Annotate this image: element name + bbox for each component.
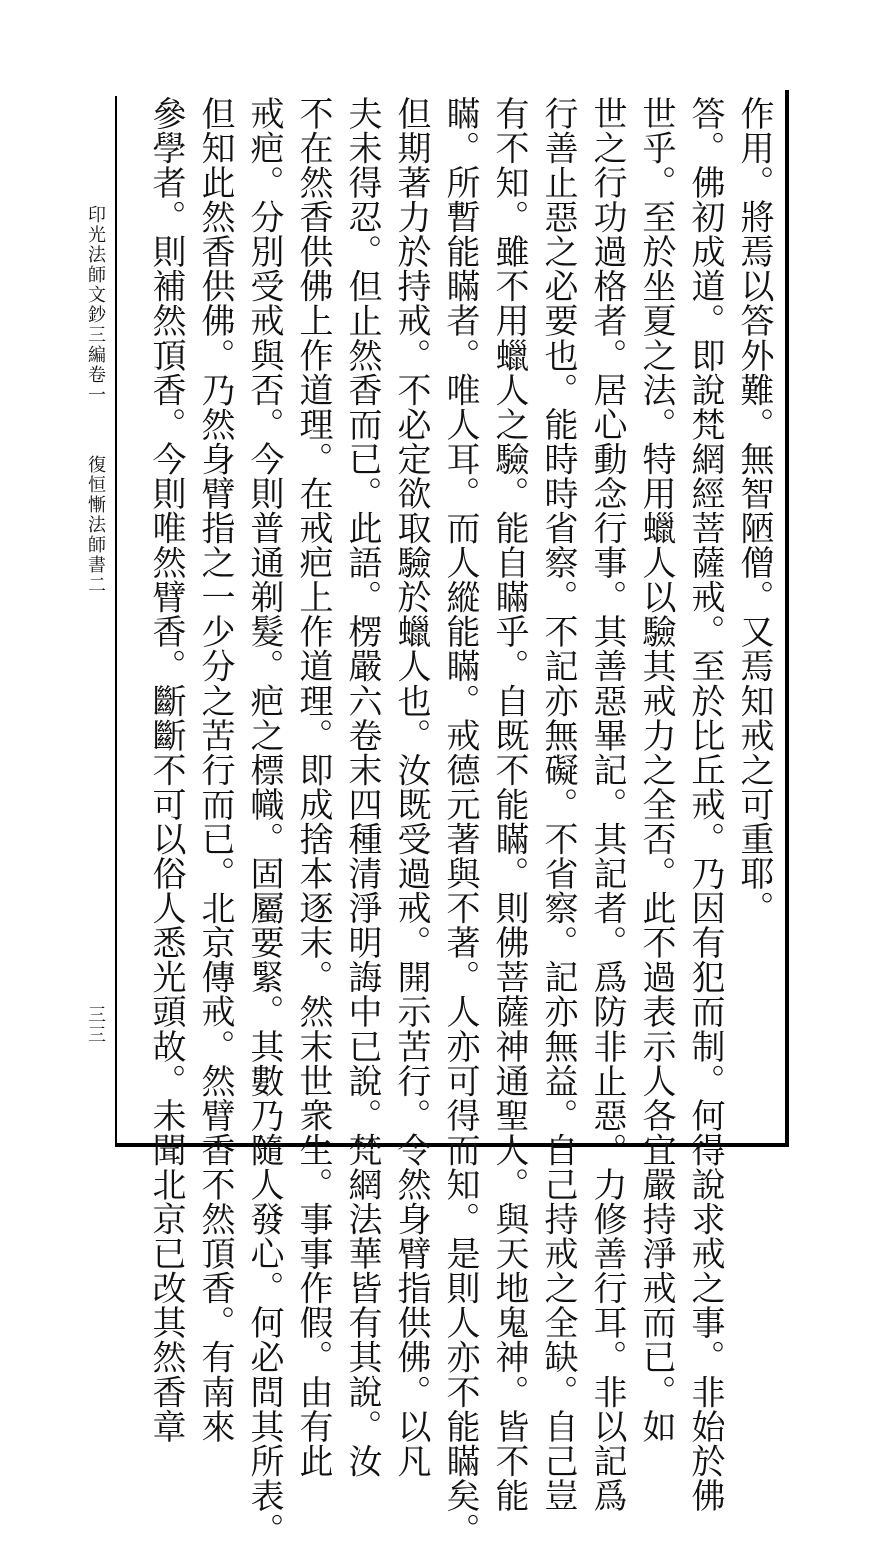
text-column-5: 行善止惡之必要也。能時時省察。不記亦無礙。不省察。記亦無益。自己持戒之全缺。自己豈 [538, 96, 578, 1513]
running-letter-title: 復恒慚法師書二 [85, 455, 106, 595]
text-column-8: 但期著力於持戒。不必定欲取驗於蠟人也。汝既受過戒。開示苦行。令然身臂指供佛。以凡 [391, 96, 431, 1478]
text-column-6: 有不知。雖不用蠟人之驗。能自瞞乎。自既不能瞞。則佛菩薩神通聖人。與天地鬼神。皆不能 [489, 96, 529, 1513]
text-column-3: 世乎。至於坐夏之法。特用蠟人以驗其戒力之全否。此不過表示人各宜嚴持淨戒而已。如 [636, 96, 676, 1444]
text-column-7: 瞞。所暫能瞞者。唯人耳。而人縱能瞞。戒德元著與不著。人亦可得而知。是則人亦不能瞞矣。 [440, 96, 480, 1547]
page-number: 三三 [85, 1005, 106, 1045]
running-book-title: 印光法師文鈔三編卷一 [85, 205, 106, 405]
text-column-2: 答。佛初成道。即說梵網經菩薩戒。至於比丘戒。乃因有犯而制。何得說求戒之事。非始於佛 [685, 96, 725, 1513]
text-column-13: 參學者。則補然頂香。今則唯然臂香。斷斷不可以俗人悉光頭故。未聞北京已改其然香章 [146, 96, 186, 1444]
frame-rule-right [785, 90, 789, 1145]
text-column-4: 世之行功過格者。居心動念行事。其善惡畢記。其記者。爲防非止惡。力修善行耳。非以記爲 [587, 96, 627, 1513]
frame-rule-left [115, 96, 117, 1147]
text-column-9: 夫未得忍。但止然香而已。此語。楞嚴六卷末四種清淨明誨中已說。梵網法華皆有其說。汝 [342, 96, 382, 1478]
text-column-11: 戒疤。分別受戒與否。今則普通剃髮。疤之標幟。固屬要緊。其數乃隨人發心。何必問其所表。 [244, 96, 284, 1547]
text-column-12: 但知此然香供佛。乃然身臂指之一少分之苦行而已。北京傳戒。然臂香不然頂香。有南來 [195, 96, 235, 1444]
text-column-10: 不在然香供佛上作道理。在戒疤上作道理。即成捨本逐末。然末世衆生。事事作假。由有此 [293, 96, 333, 1478]
text-column-1: 作用。將焉以答外難。無智陋僧。又焉知戒之可重耶。 [734, 96, 774, 926]
